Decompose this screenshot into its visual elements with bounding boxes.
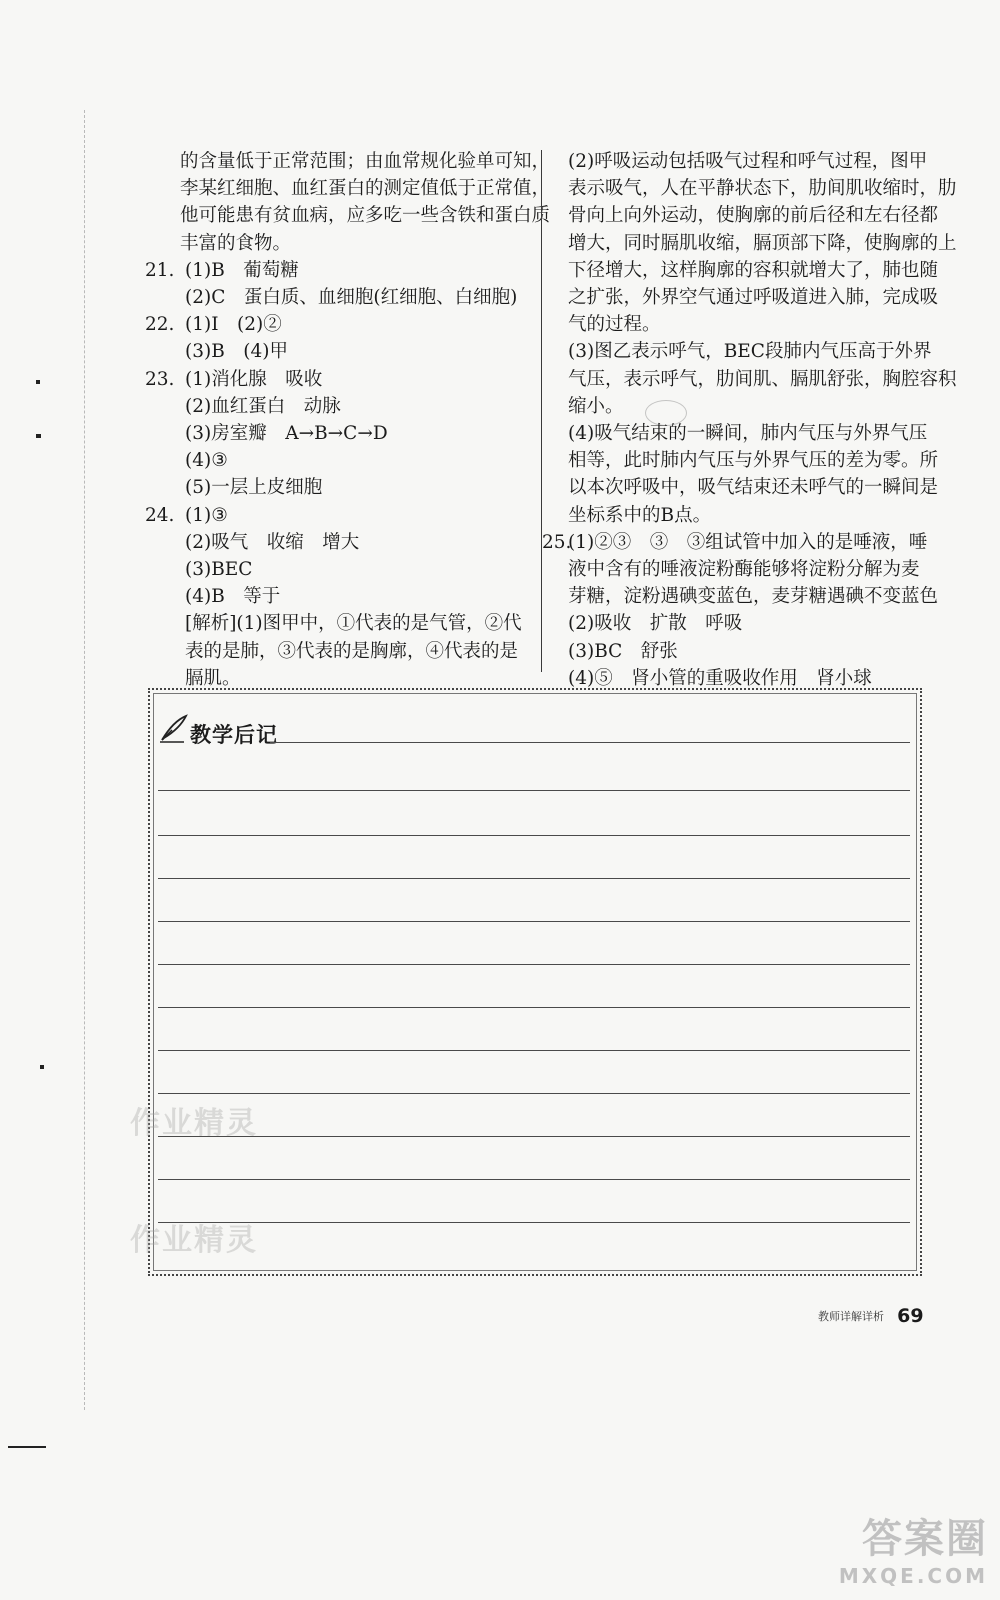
- watermark: 作业精灵: [130, 1223, 258, 1258]
- footer-label: 教师详解详析: [818, 1310, 884, 1323]
- page-number: 69: [897, 1305, 924, 1327]
- analysis-line: 之扩张，外界空气通过呼吸道进入肺，完成吸: [568, 287, 939, 309]
- answer-line: (3)B (4)甲: [185, 341, 289, 363]
- quill-icon: [158, 712, 190, 744]
- analysis-line: 坐标系中的B点。: [568, 504, 712, 526]
- answer-22: [145, 311, 520, 365]
- writing-line[interactable]: [158, 1093, 910, 1094]
- scan-dot: [40, 1065, 44, 1069]
- analysis-line: 下径增大，这样胸廓的容积就增大了，肺也随: [568, 259, 939, 281]
- analysis-line: 膈肌。: [185, 667, 241, 689]
- analysis-line: (2)呼吸运动包括吸气过程和呼气过程，图甲: [568, 151, 928, 172]
- answer-line: (1)B 葡萄糖: [185, 259, 299, 281]
- answer-23: [145, 366, 520, 502]
- analysis-line: 以本次呼吸中，吸气结束还未呼气的一瞬间是: [568, 477, 939, 499]
- question-number: 22.: [145, 314, 175, 336]
- answer-24: [145, 502, 520, 692]
- answer-line: (4)B 等于: [185, 586, 281, 608]
- analysis-line: 缩小。: [568, 395, 624, 417]
- analysis-line: 相等，此时肺内气压与外界气压的差为零。所: [568, 450, 939, 472]
- answer-21: [145, 257, 520, 311]
- answer-line: (3)房室瓣 A→B→C→D: [185, 423, 388, 445]
- q20-continuation: [145, 148, 551, 257]
- analysis-line: 表的是肺，③代表的是胸廓，④代表的是: [185, 640, 519, 662]
- answer-line: (2)C 蛋白质、血细胞(红细胞、白细胞): [185, 287, 518, 309]
- writing-line[interactable]: [158, 1007, 910, 1008]
- left-column: [145, 148, 551, 692]
- scan-dot: [36, 434, 41, 438]
- analysis-line: 表示吸气，人在平静状态下，肋间肌收缩时，肋: [568, 178, 957, 200]
- site-watermark: [839, 1507, 988, 1588]
- analysis-line: (3)图乙表示呼气，BEC段肺内气压高于外界: [568, 341, 932, 363]
- page-footer: [818, 1305, 924, 1327]
- answer-line: (1)③: [185, 504, 228, 526]
- analysis-line: 气压，表示呼气，肋间肌、膈肌舒张，胸腔容积: [568, 368, 957, 390]
- answer-line: (1)消化腺 吸收: [185, 368, 323, 390]
- analysis-line: [解析](1)图甲中，①代表的是气管，②代: [185, 613, 522, 635]
- analysis-line: (4)吸气结束的一瞬间，肺内气压与外界气压: [568, 423, 928, 445]
- answer-25: [542, 529, 963, 692]
- writing-line[interactable]: [158, 1136, 910, 1137]
- writing-line[interactable]: [158, 921, 910, 922]
- question-number: 23.: [145, 368, 175, 390]
- answer-line: (4)⑤ 肾小管的重吸收作用 肾小球: [568, 667, 872, 689]
- brand-logo-text: 答案圈: [862, 1516, 988, 1562]
- scan-line: [8, 1446, 46, 1448]
- answer-line: (1)Ⅰ (2)②: [185, 314, 282, 336]
- watermark: 作业精灵: [130, 1106, 258, 1141]
- analysis-line: 气的过程。: [568, 314, 661, 336]
- writing-line[interactable]: [158, 1050, 910, 1051]
- answer-line: (3)BEC: [185, 559, 253, 581]
- question-number: 21.: [145, 259, 175, 281]
- analysis-line: 增大，同时膈肌收缩，膈顶部下降，使胸廓的上: [568, 232, 957, 254]
- answer-line: (2)血红蛋白 动脉: [185, 395, 341, 417]
- faint-stamp: [645, 400, 687, 426]
- answer-line: (4)③: [185, 450, 228, 472]
- binding-margin-line: [84, 110, 85, 1410]
- notes-box: [148, 688, 922, 1276]
- text-line: 丰富的食物。: [180, 232, 292, 254]
- writing-line[interactable]: [158, 964, 910, 965]
- answer-line: (5)一层上皮细胞: [185, 477, 323, 499]
- writing-line[interactable]: [158, 1222, 910, 1223]
- answer-line: 芽糖，淀粉遇碘变蓝色，麦芽糖遇碘不变蓝色: [568, 586, 939, 608]
- answer-line: (1)②③ ③ ③组试管中加入的是唾液，唾: [568, 531, 928, 553]
- brand-url: MXQE.COM: [838, 1564, 988, 1588]
- answer-line: (2)吸收 扩散 呼吸: [568, 613, 743, 635]
- writing-line[interactable]: [270, 742, 910, 743]
- answer-line: (2)吸气 收缩 增大: [185, 531, 360, 553]
- question-number: 25.: [542, 531, 572, 553]
- text-line: 的含量低于正常范围；由血常规化验单可知，: [180, 151, 551, 172]
- writing-line[interactable]: [158, 835, 910, 836]
- right-column: [542, 148, 963, 692]
- answer-line: (3)BC 舒张: [568, 640, 678, 662]
- writing-line[interactable]: [158, 878, 910, 879]
- notes-title: 教学后记: [190, 723, 278, 747]
- writing-line[interactable]: [158, 790, 910, 791]
- analysis-line: 骨向上向外运动，使胸廓的前后径和左右径都: [568, 205, 939, 227]
- text-line: 他可能患有贫血病，应多吃一些含铁和蛋白质: [180, 205, 551, 227]
- scan-dot: [36, 380, 40, 384]
- question-number: 24.: [145, 504, 175, 526]
- text-line: 李某红细胞、血红蛋白的测定值低于正常值，: [180, 178, 551, 200]
- answer-line: 液中含有的唾液淀粉酶能够将淀粉分解为麦: [568, 559, 920, 581]
- writing-line[interactable]: [158, 1179, 910, 1180]
